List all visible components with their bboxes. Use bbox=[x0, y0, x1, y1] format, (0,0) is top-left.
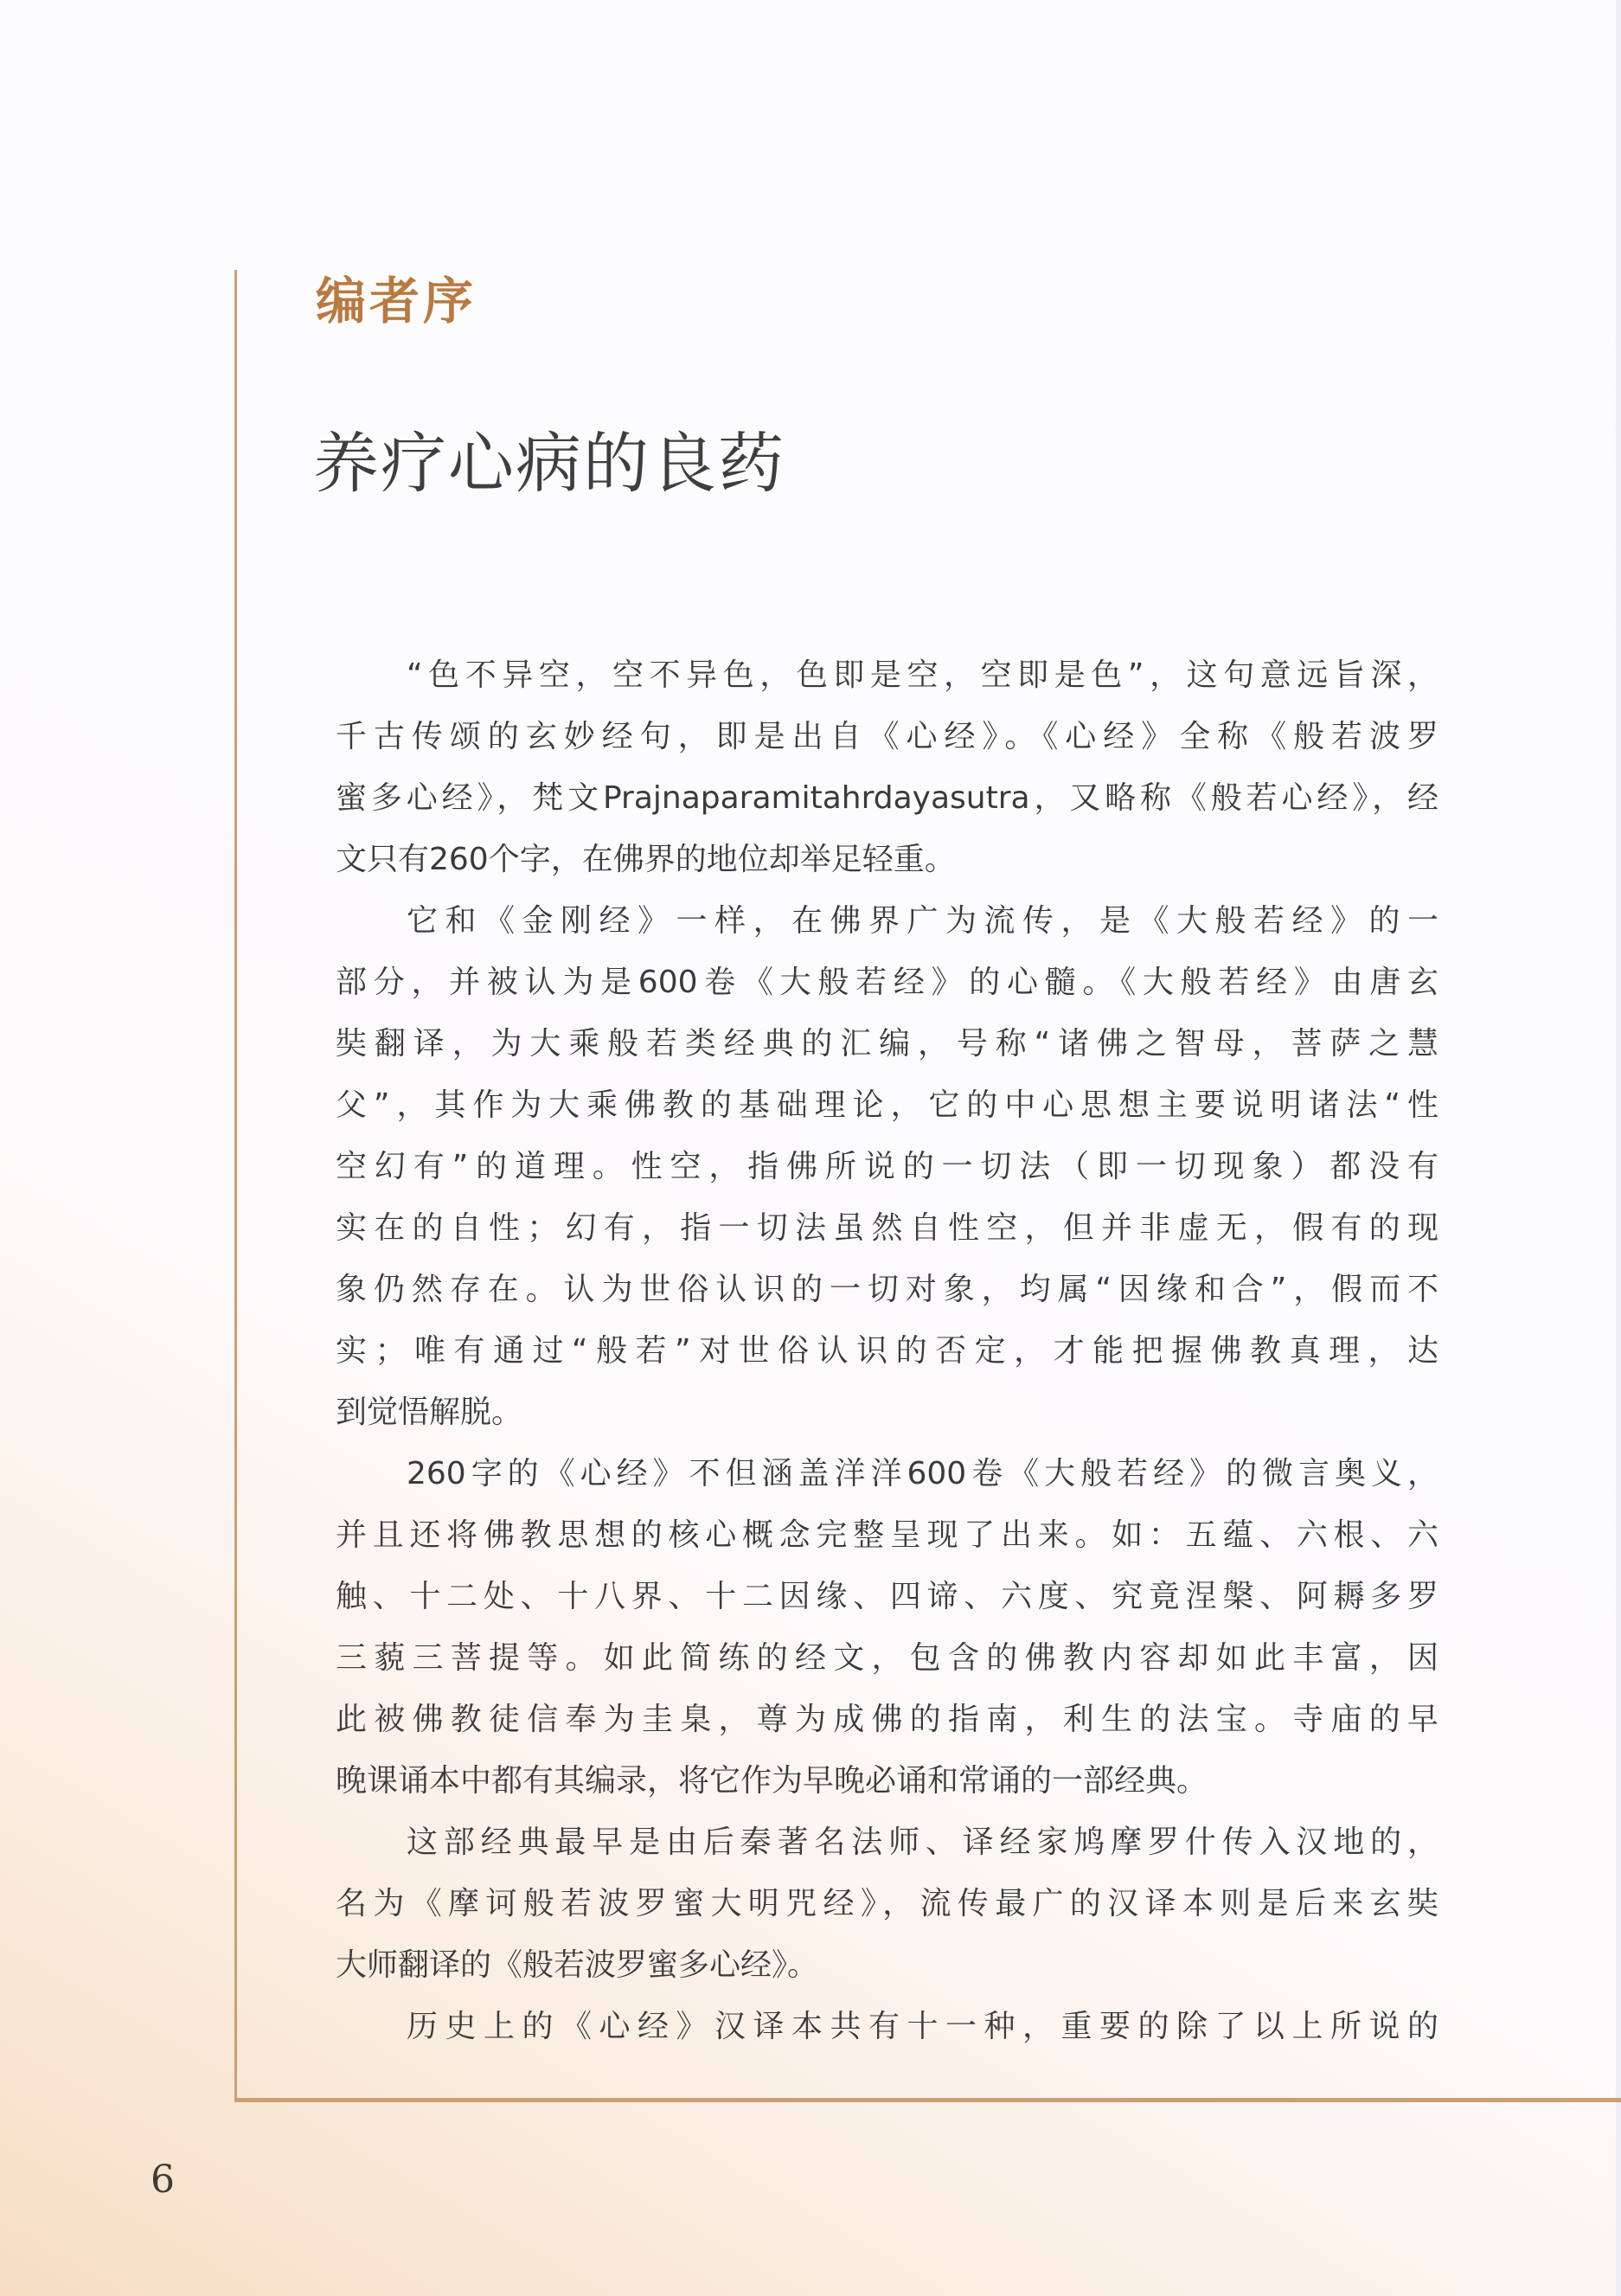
frame-left-rule bbox=[234, 270, 237, 2100]
body-line-8: 父”，其作为大乘佛教的基础理论，它的中心思想主要说明诸法“性 bbox=[336, 1087, 1438, 1123]
body-line-12: 实；唯有通过“般若”对世俗认识的否定，才能把握佛教真理，达 bbox=[336, 1333, 1438, 1369]
body-line-15: 并且还将佛教思想的核心概念完整呈现了出来。如：五蕴、六根、六 bbox=[336, 1517, 1438, 1553]
body-line-14: 260字的《心经》不但涵盖洋洋600卷《大般若经》的微言奥义， bbox=[407, 1456, 1438, 1491]
body-line-21: 名为《摩诃般若波罗蜜大明咒经》，流传最广的汉译本则是后来玄奘 bbox=[336, 1886, 1438, 1921]
section-label: 编者序 bbox=[316, 272, 477, 330]
body-line-7: 奘翻译，为大乘般若类经典的汇编，号称“诸佛之智母，菩萨之慧 bbox=[336, 1026, 1438, 1061]
body-line-18: 此被佛教徒信奉为圭臬，尊为成佛的指南，利生的法宝。寺庙的早 bbox=[336, 1702, 1438, 1737]
body-line-3: 蜜多心经》，梵文Prajnaparamitahrdayasutra，又略称《般若心经》，经 bbox=[336, 780, 1438, 816]
body-line-13: 到觉悟解脱。 bbox=[336, 1395, 523, 1430]
scan-edge bbox=[1616, 0, 1621, 2296]
frame-bottom-rule bbox=[234, 2098, 1621, 2102]
body-line-2: 千古传颂的玄妙经句，即是出自《心经》。《心经》全称《般若波罗 bbox=[336, 719, 1438, 754]
body-line-17: 三藐三菩提等。如此简练的经文，包含的佛教内容却如此丰富，因 bbox=[336, 1640, 1438, 1676]
body-line-11: 象仍然存在。认为世俗认识的一切对象，均属“因缘和合”，假而不 bbox=[336, 1272, 1438, 1307]
page-title: 养疗心病的良药 bbox=[313, 425, 785, 502]
body-line-4: 文只有260个字，在佛界的地位却举足轻重。 bbox=[336, 842, 956, 877]
page-number: 6 bbox=[151, 2158, 175, 2202]
body-line-5: 它和《金刚经》一样，在佛界广为流传，是《大般若经》的一 bbox=[407, 903, 1438, 939]
body-line-23: 历史上的《心经》汉译本共有十一种，重要的除了以上所说的 bbox=[407, 2009, 1438, 2044]
body-line-16: 触、十二处、十八界、十二因缘、四谛、六度、究竟涅槃、阿耨多罗 bbox=[336, 1579, 1438, 1614]
body-line-9: 空幻有”的道理。性空，指佛所说的一切法（即一切现象）都没有 bbox=[336, 1149, 1438, 1184]
body-text bbox=[336, 645, 1438, 2057]
body-line-1: “色不异空，空不异色，色即是空，空即是色”，这句意远旨深， bbox=[407, 657, 1438, 693]
body-line-20: 这部经典最早是由后秦著名法师、译经家鸠摩罗什传入汉地的， bbox=[407, 1825, 1438, 1860]
body-line-22: 大师翻译的《般若波罗蜜多心经》。 bbox=[336, 1947, 819, 1983]
body-line-6: 部分，并被认为是600卷《大般若经》的心髓。《大般若经》由唐玄 bbox=[336, 965, 1438, 1000]
body-line-10: 实在的自性；幻有，指一切法虽然自性空，但并非虚无，假有的现 bbox=[336, 1210, 1438, 1246]
body-line-19: 晚课诵本中都有其编录，将它作为早晚必诵和常诵的一部经典。 bbox=[336, 1763, 1208, 1799]
